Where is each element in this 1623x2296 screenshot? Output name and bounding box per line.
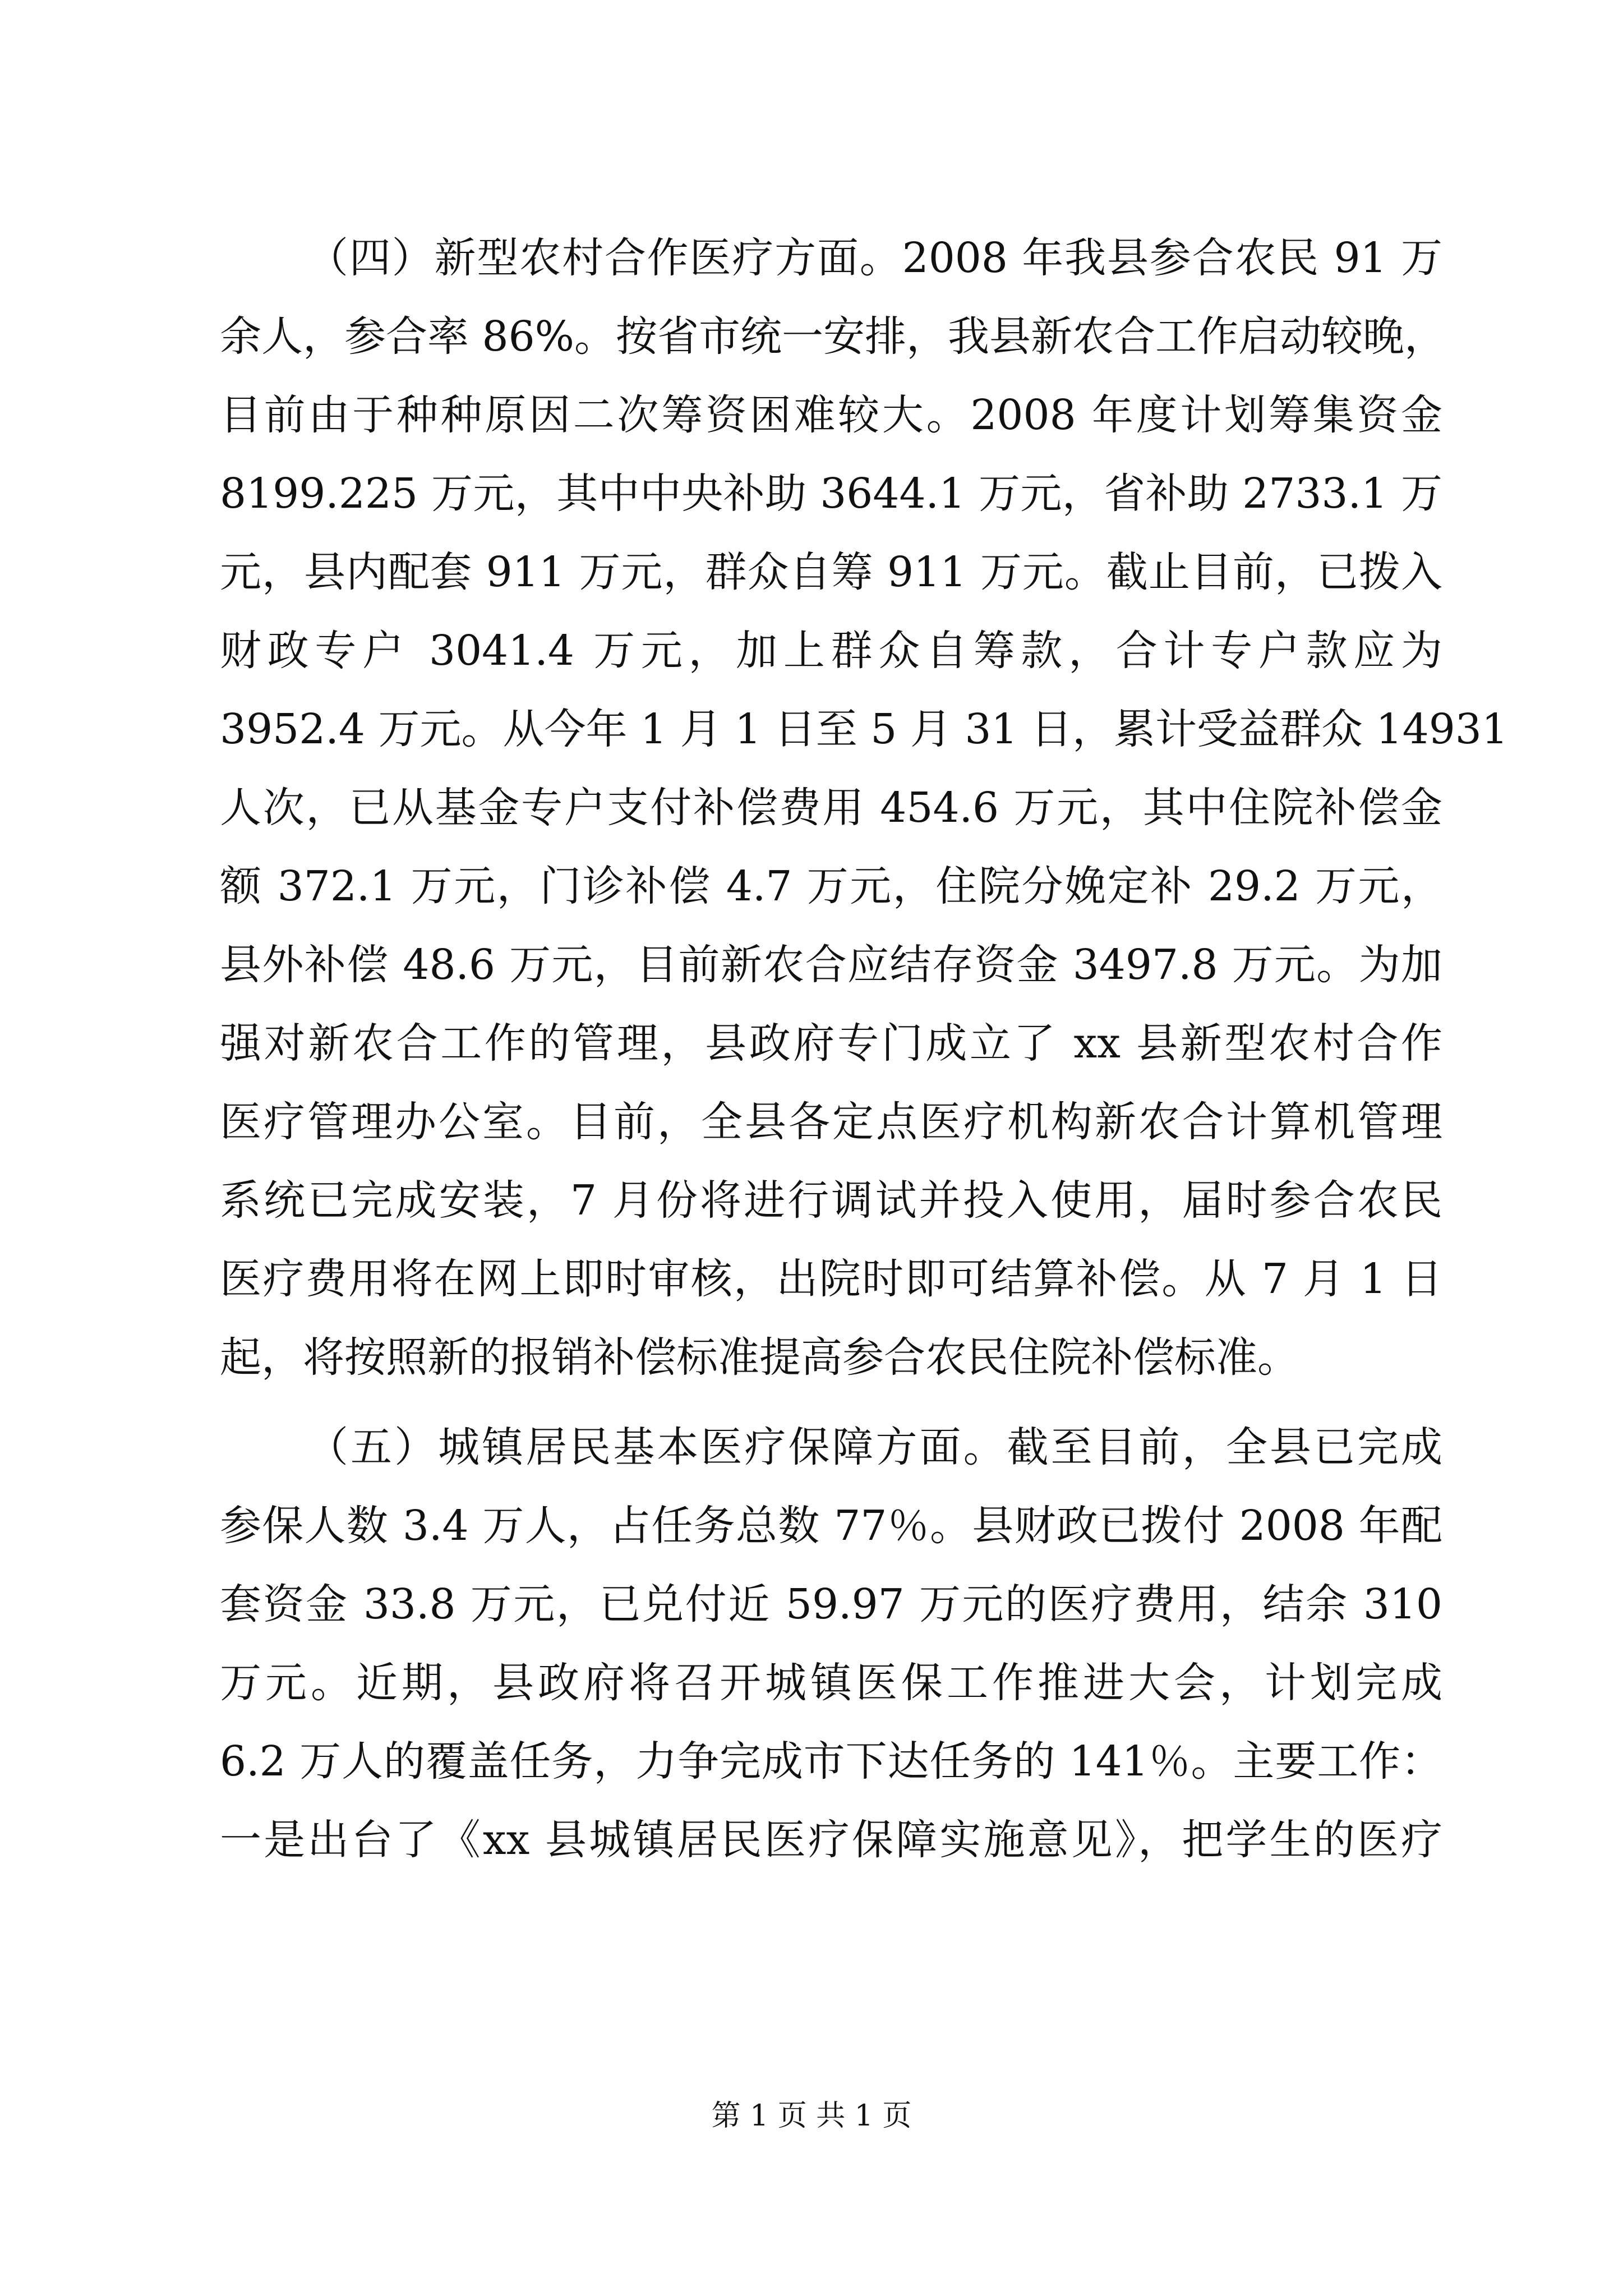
paragraph-4-line-2: 余人，参合率 86%。按省市统一安排，我县新农合工作启动较晚， — [220, 312, 1446, 361]
paragraph-4-line-12: 医疗管理办公室。目前，全县各定点医疗机构新农合计算机管理 — [220, 1098, 1442, 1146]
paragraph-5-line-4: 万元。近期，县政府将召开城镇医保工作推进大会，计划完成 — [220, 1659, 1442, 1707]
paragraph-4-line-7: 3952.4 万元。从今年 1 月 1 日至 5 月 31 日，累计受益群众 14931 — [220, 705, 1508, 753]
paragraph-5-line-5: 6.2 万人的覆盖任务，力争完成市下达任务的 141％。主要工作： — [220, 1737, 1442, 1786]
paragraph-5-line-1: （五）城镇居民基本医疗保障方面。截至目前，全县已完成 — [307, 1423, 1442, 1471]
paragraph-4-line-13: 系统已完成安装，7 月份将进行调试并投入使用，届时参合农民 — [220, 1176, 1442, 1225]
paragraph-4-line-15: 起，将按照新的报销补偿标准提高参合农民住院补偿标准。 — [220, 1333, 1299, 1382]
paragraph-4-line-6: 财政专户 3041.4 万元，加上群众自筹款，合计专户款应为 — [220, 627, 1442, 675]
paragraph-4-line-4: 8199.225 万元，其中中央补助 3644.1 万元，省补助 2733.1 万 — [220, 470, 1442, 518]
paragraph-5-line-3: 套资金 33.8 万元，已兑付近 59.97 万元的医疗费用，结余 310 — [220, 1580, 1442, 1628]
paragraph-4-line-10: 县外补偿 48.6 万元，目前新农合应结存资金 3497.8 万元。为加 — [220, 941, 1442, 989]
paragraph-5-line-6: 一是出台了《xx 县城镇居民医疗保障实施意见》，把学生的医疗 — [220, 1816, 1442, 1864]
paragraph-4-line-11: 强对新农合工作的管理，县政府专门成立了 xx 县新型农村合作 — [220, 1019, 1442, 1068]
paragraph-4-line-5: 元，县内配套 911 万元，群众自筹 911 万元。截止目前，已拨入 — [220, 548, 1442, 596]
paragraph-4-line-3: 目前由于种种原因二次筹资困难较大。2008 年度计划筹集资金 — [220, 391, 1442, 439]
paragraph-4-line-9: 额 372.1 万元，门诊补偿 4.7 万元，住院分娩定补 29.2 万元， — [220, 862, 1442, 910]
paragraph-4-line-14: 医疗费用将在网上即时审核，出院时即可结算补偿。从 7 月 1 日 — [220, 1255, 1442, 1303]
paragraph-4-line-8: 人次，已从基金专户支付补偿费用 454.6 万元，其中住院补偿金 — [220, 784, 1442, 832]
paragraph-5-line-2: 参保人数 3.4 万人，占任务总数 77％。县财政已拨付 2008 年配 — [220, 1502, 1442, 1550]
page-footer: 第 1 页 共 1 页 — [711, 2099, 912, 2133]
paragraph-4-line-1: （四）新型农村合作医疗方面。2008 年我县参合农民 91 万 — [307, 234, 1442, 282]
